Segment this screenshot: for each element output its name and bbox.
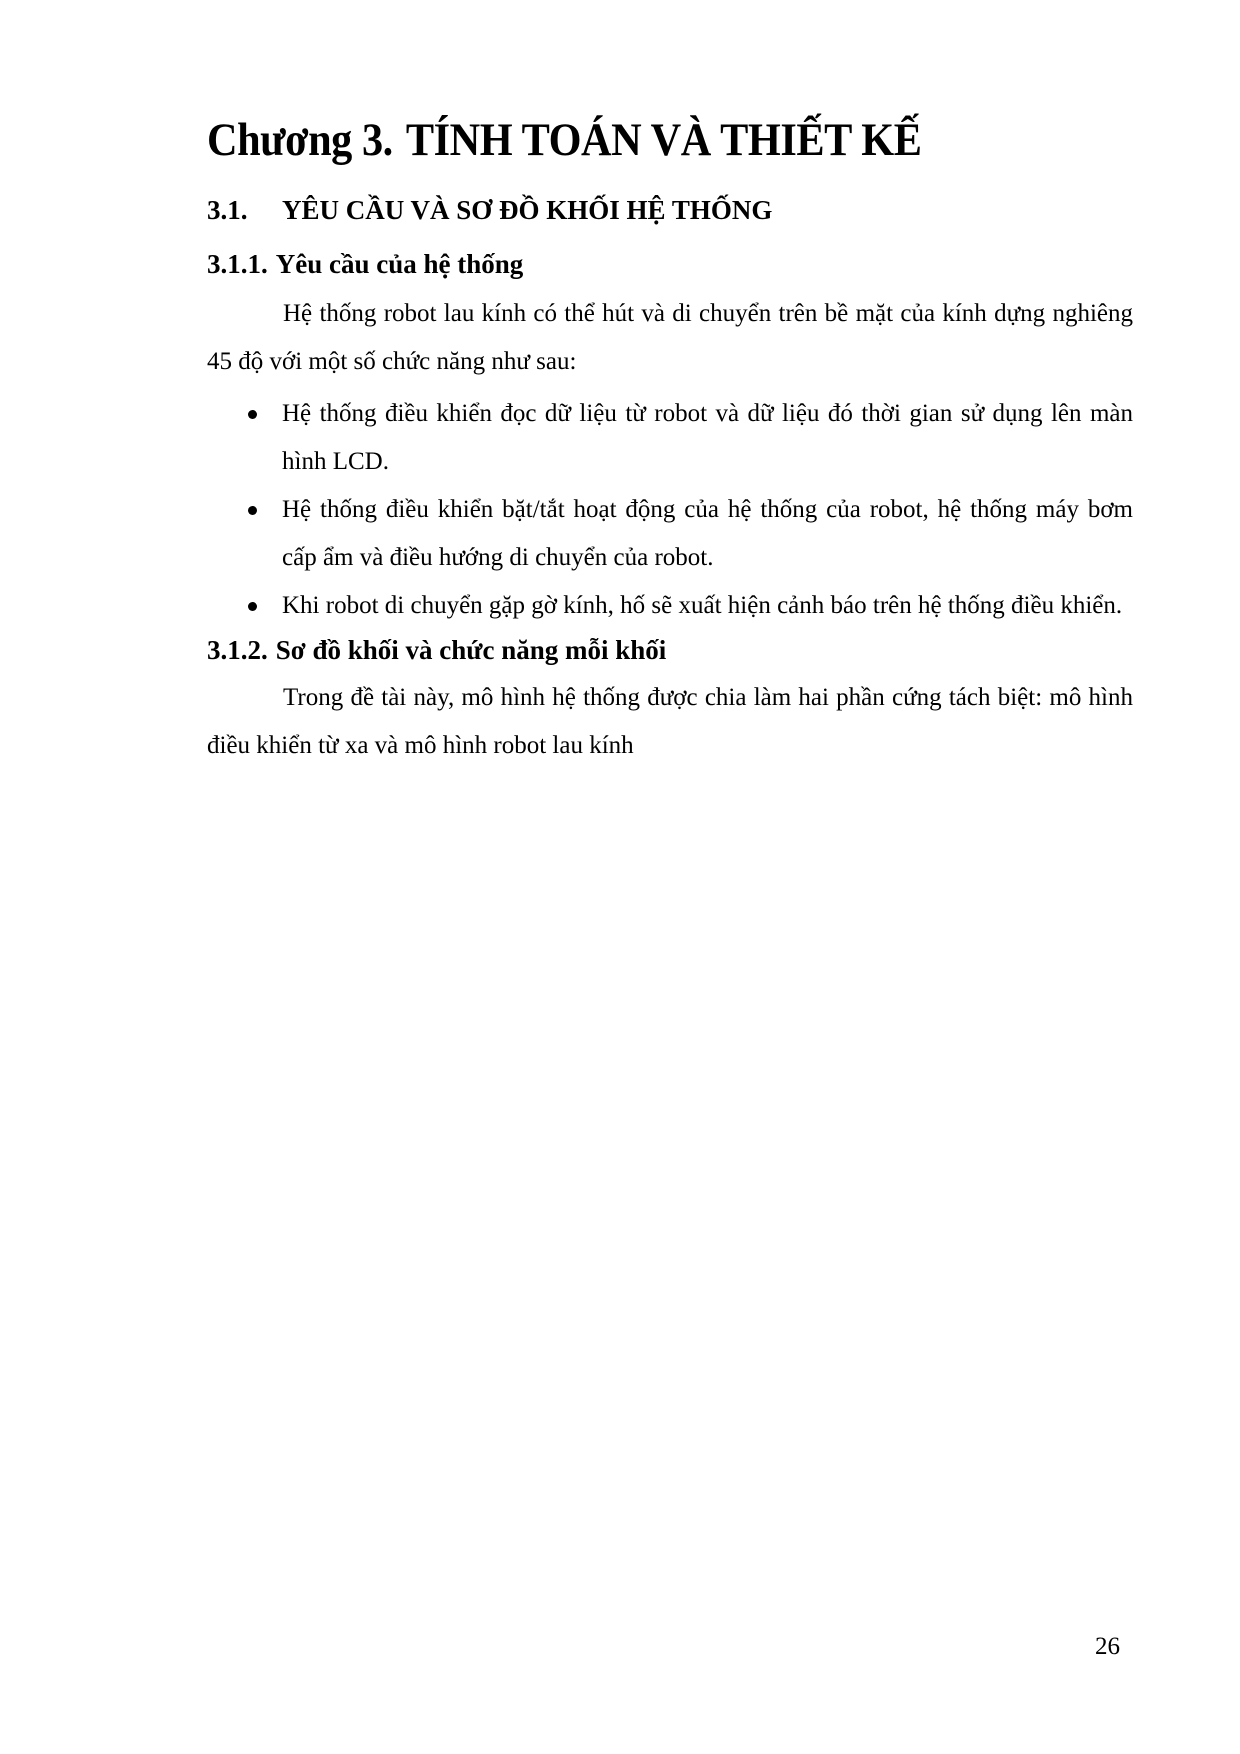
section-number: 3.1. [207, 195, 248, 225]
bullet-icon [248, 506, 257, 515]
subsection-number: 3.1.2. [207, 635, 268, 665]
requirements-paragraph: Hệ thống robot lau kính có thể hút và di chuyển trên bề mặt của kính dựng nghiêng 45 độ với một số chức năng như sau: [207, 300, 1133, 375]
chapter-title: TÍNH TOÁN VÀ THIẾT KẾ [405, 114, 922, 166]
bullet-icon [248, 410, 257, 419]
subsection-number: 3.1.1. [207, 249, 268, 279]
subsection-title: Sơ đồ khối và chức năng mỗi khối [275, 635, 667, 665]
list-item [207, 582, 1133, 630]
chapter-heading [207, 112, 1040, 168]
page-content [207, 112, 1133, 770]
page-number: 26 [1095, 1633, 1120, 1660]
subsection-heading-1 [207, 248, 1133, 280]
list-item-text: Hệ thống điều khiển đọc dữ liệu từ robot và dữ liệu đó thời gian sử dụng lên màn hình LCD. [282, 400, 1133, 475]
requirements-list [207, 390, 1133, 630]
bullet-icon [248, 602, 257, 611]
subsection-heading-2 [207, 634, 1133, 666]
subsection-title: Yêu cầu của hệ thống [275, 249, 524, 279]
list-item-text: Khi robot di chuyển gặp gờ kính, hố sẽ xuất hiện cảnh báo trên hệ thống điều khiển. [282, 592, 1123, 619]
section-heading [207, 194, 1133, 226]
chapter-number: Chương 3. [207, 114, 393, 166]
list-item [207, 390, 1133, 486]
section-title: YÊU CẦU VÀ SƠ ĐỒ KHỐI HỆ THỐNG [282, 195, 773, 225]
list-item-text: Hệ thống điều khiển bặt/tắt hoạt động của hệ thống của robot, hệ thống máy bơm cấp ẩm và điều hướng di chuyển của robot. [282, 496, 1133, 571]
block-diagram-paragraph: Trong đề tài này, mô hình hệ thống được chia làm hai phần cứng tách biệt: mô hình điều khiển từ xa và mô hình robot lau kính [207, 684, 1133, 759]
list-item [207, 486, 1133, 582]
